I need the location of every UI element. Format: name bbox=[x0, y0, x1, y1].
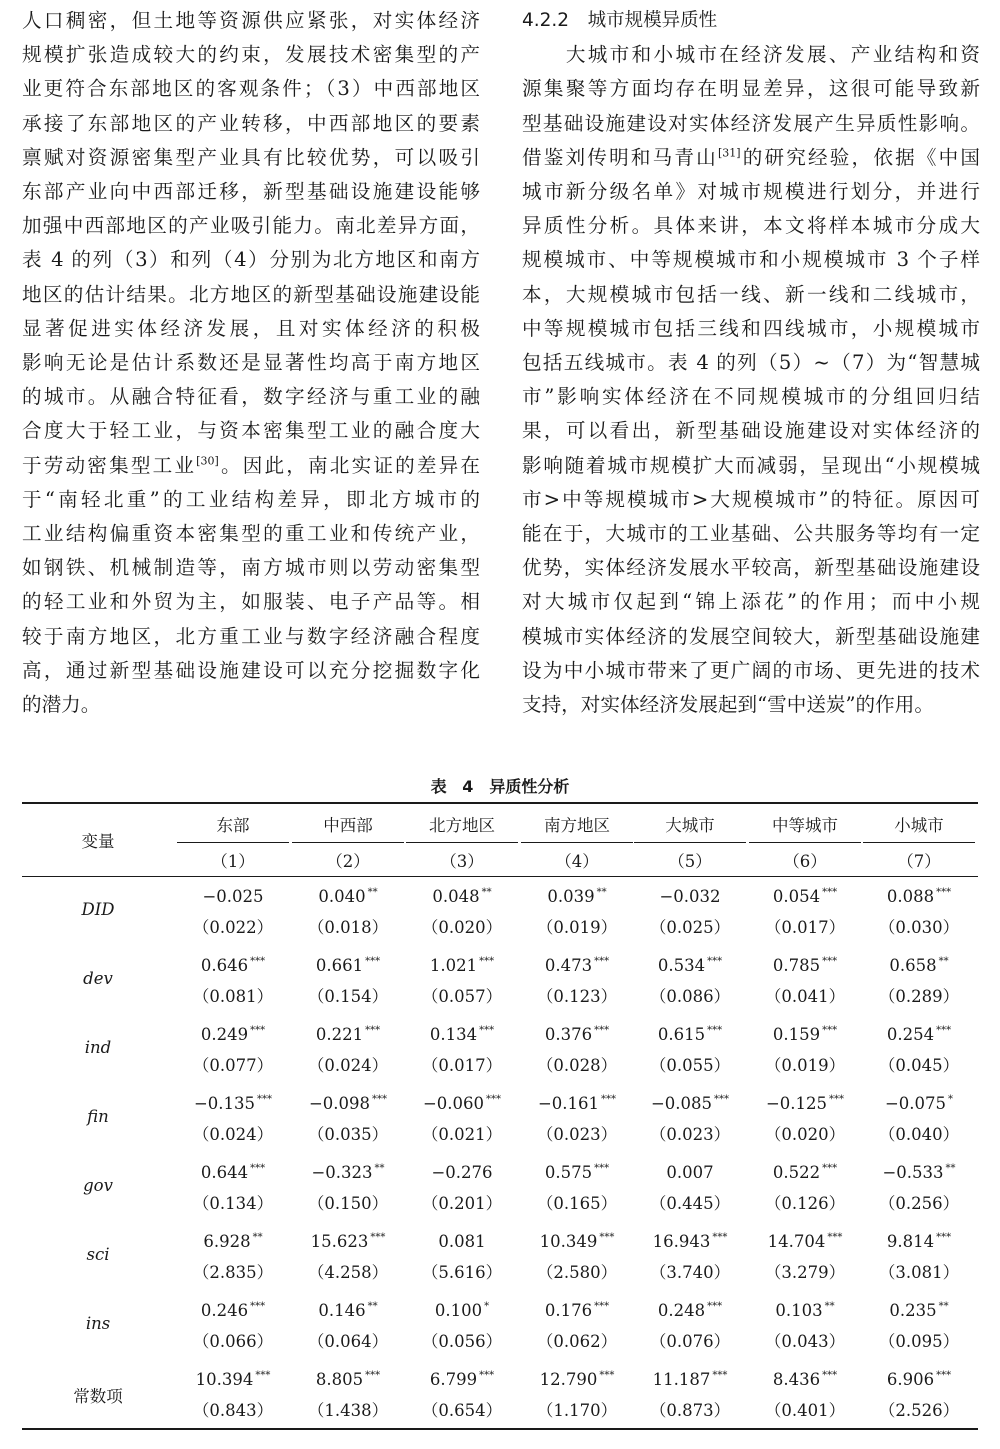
table-coefficient: 0.081 bbox=[438, 1232, 486, 1251]
significance-stars: ** bbox=[367, 887, 378, 898]
table-coefficient: −0.135 *** bbox=[193, 1094, 273, 1113]
column-header-underline bbox=[177, 842, 289, 843]
table-standard-error: （0.057） bbox=[421, 987, 503, 1006]
paragraph-line: 工业结构偏重资本密集型的重工业和传统产业， bbox=[22, 522, 480, 546]
table-standard-error: （0.873） bbox=[649, 1401, 731, 1420]
paragraph-line: 加强中西部地区的产业吸引能力。南北差异方面， bbox=[22, 214, 480, 238]
significance-stars: *** bbox=[250, 1163, 266, 1174]
significance-stars: ** bbox=[938, 1301, 949, 1312]
table-standard-error: （0.025） bbox=[649, 918, 731, 937]
table-standard-error: （0.024） bbox=[192, 1125, 274, 1144]
table-standard-error: （0.021） bbox=[421, 1125, 503, 1144]
significance-stars: ** bbox=[945, 1163, 956, 1174]
significance-stars: *** bbox=[257, 1094, 273, 1105]
table-standard-error: （0.017） bbox=[764, 918, 846, 937]
right-text-column bbox=[522, 4, 980, 722]
significance-stars: *** bbox=[714, 1094, 730, 1105]
table-coefficient: −0.032 bbox=[659, 887, 721, 906]
significance-stars: *** bbox=[479, 1370, 495, 1381]
table-coefficient: 0.522 *** bbox=[772, 1163, 838, 1182]
paragraph-line: 规模城市、中等规模城市和小规模城市 3 个子样 bbox=[522, 248, 980, 272]
table-coefficient: 0.615 *** bbox=[657, 1025, 723, 1044]
significance-stars: *** bbox=[594, 1025, 610, 1036]
paragraph-line: 设为中小城市带来了更广阔的市场、更先进的技术 bbox=[522, 658, 980, 682]
table-coefficient: 10.394 *** bbox=[195, 1370, 271, 1389]
paragraph-line: 显著促进实体经济发展，且对实体经济的积极 bbox=[22, 316, 480, 340]
significance-stars: *** bbox=[255, 1370, 271, 1381]
significance-stars: ** bbox=[367, 1301, 378, 1312]
table-standard-error: （3.081） bbox=[878, 1263, 960, 1282]
table-standard-error: （0.062） bbox=[536, 1332, 618, 1351]
table-coefficient: 0.246 *** bbox=[200, 1301, 266, 1320]
citation-ref: [30] bbox=[196, 454, 219, 468]
table-coefficient: −0.075 * bbox=[884, 1094, 954, 1113]
table-coefficient: −0.085 *** bbox=[650, 1094, 730, 1113]
significance-stars: *** bbox=[594, 1301, 610, 1312]
paragraph-line: 于“南轻北重”的工业结构差异，即北方城市的 bbox=[22, 487, 480, 511]
table-standard-error: （0.018） bbox=[307, 918, 389, 937]
table-standard-error: （2.526） bbox=[878, 1401, 960, 1420]
table-standard-error: （0.020） bbox=[421, 918, 503, 937]
table-standard-error: （5.616） bbox=[421, 1263, 503, 1282]
table-column-number: （1） bbox=[211, 852, 255, 871]
table-row-variable: ind bbox=[84, 1038, 112, 1057]
significance-stars: * bbox=[948, 1094, 954, 1105]
table-coefficient: 0.103 ** bbox=[775, 1301, 835, 1320]
column-header-underline bbox=[292, 842, 404, 843]
significance-stars: ** bbox=[481, 887, 492, 898]
significance-stars: * bbox=[484, 1301, 490, 1312]
significance-stars: *** bbox=[365, 1025, 381, 1036]
table-standard-error: （0.023） bbox=[536, 1125, 618, 1144]
citation-ref: [31] bbox=[717, 146, 741, 160]
paragraph-line: 影响随着城市规模扩大而减弱，呈现出“小规模城 bbox=[522, 453, 980, 477]
table-standard-error: （0.020） bbox=[764, 1125, 846, 1144]
paragraph-line: 合度大于轻工业，与资本密集型工业的融合度大 bbox=[22, 419, 480, 443]
table-standard-error: （0.201） bbox=[421, 1194, 503, 1213]
table-coefficient: −0.161 *** bbox=[537, 1094, 617, 1113]
table-standard-error: （1.170） bbox=[536, 1401, 618, 1420]
paragraph-line: 业更符合东部地区的客观条件；（3）中西部地区 bbox=[22, 77, 480, 101]
table-row-variable: sci bbox=[86, 1245, 110, 1264]
table-coefficient: 9.814 *** bbox=[886, 1232, 952, 1251]
significance-stars: *** bbox=[599, 1370, 615, 1381]
table-header-column: 南方地区 bbox=[544, 816, 610, 835]
table-row-variable: dev bbox=[83, 969, 113, 988]
table-coefficient: 8.805 *** bbox=[315, 1370, 381, 1389]
table-header-column: 大城市 bbox=[665, 816, 715, 835]
table-standard-error: （0.401） bbox=[764, 1401, 846, 1420]
table-coefficient: 6.928 ** bbox=[203, 1232, 263, 1251]
table-standard-error: （0.019） bbox=[536, 918, 618, 937]
table-coefficient: 0.221 *** bbox=[315, 1025, 381, 1044]
paragraph-line: 市>中等规模城市>大规模城市”的特征。原因可 bbox=[522, 487, 980, 511]
significance-stars: *** bbox=[707, 1025, 723, 1036]
table-standard-error: （0.086） bbox=[649, 987, 731, 1006]
significance-stars: *** bbox=[250, 1301, 266, 1312]
significance-stars: ** bbox=[938, 956, 949, 967]
significance-stars: *** bbox=[250, 1025, 266, 1036]
table-coefficient: 0.473 *** bbox=[544, 956, 610, 975]
significance-stars: *** bbox=[479, 1025, 495, 1036]
paragraph-line: 能在于，大城市的工业基础、公共服务等均有一定 bbox=[522, 522, 980, 546]
table-coefficient: 0.039 ** bbox=[547, 887, 607, 906]
table-row-variable: gov bbox=[83, 1176, 113, 1195]
table-coefficient: 10.349 *** bbox=[539, 1232, 615, 1251]
paragraph-line: 优势，实体经济发展水平较高，新型基础设施建设 bbox=[522, 556, 980, 580]
table-standard-error: （2.835） bbox=[192, 1263, 274, 1282]
table-coefficient: 0.254 *** bbox=[886, 1025, 952, 1044]
table-standard-error: （3.279） bbox=[764, 1263, 846, 1282]
table-row-variable: DID bbox=[81, 900, 115, 919]
table-coefficient: 0.040 ** bbox=[318, 887, 378, 906]
significance-stars: *** bbox=[601, 1094, 617, 1105]
paragraph-line: 如钢铁、机械制造等，南方城市则以劳动密集型 bbox=[22, 556, 480, 580]
table-standard-error: （0.064） bbox=[307, 1332, 389, 1351]
paragraph-line: 于劳动密集型工业[30]。因此，南北实证的差异在 bbox=[22, 453, 480, 477]
table-standard-error: （0.043） bbox=[764, 1332, 846, 1351]
significance-stars: *** bbox=[712, 1232, 728, 1243]
paragraph-line: 支持，对实体经济发展起到“雪中送炭”的作用。 bbox=[522, 693, 934, 717]
table-standard-error: （0.024） bbox=[307, 1056, 389, 1075]
paragraph-line: 高，通过新型基础设施建设可以充分挖掘数字化 bbox=[22, 658, 480, 682]
significance-stars: *** bbox=[829, 1094, 845, 1105]
paragraph-line: 影响无论是估计系数还是显著性均高于南方地区 bbox=[22, 351, 480, 375]
table-coefficient: −0.323 ** bbox=[311, 1163, 385, 1182]
table-coefficient: 0.146 ** bbox=[318, 1301, 378, 1320]
table-standard-error: （0.056） bbox=[421, 1332, 503, 1351]
paragraph-line: 禀赋对资源密集型产业具有比较优势，可以吸引 bbox=[22, 145, 480, 169]
table-column-number: （2） bbox=[326, 852, 370, 871]
table-standard-error: （0.095） bbox=[878, 1332, 960, 1351]
table-coefficient: 0.646 *** bbox=[200, 956, 266, 975]
table-standard-error: （0.445） bbox=[649, 1194, 731, 1213]
significance-stars: *** bbox=[370, 1232, 386, 1243]
paragraph-line: 大城市和小城市在经济发展、产业结构和资 bbox=[522, 43, 980, 67]
table-coefficient: 0.248 *** bbox=[657, 1301, 723, 1320]
paragraph-line: 市”影响实体经济在不同规模城市的分组回归结 bbox=[522, 385, 980, 409]
paragraph-line: 型基础设施建设对实体经济发展产生异质性影响。 bbox=[522, 111, 980, 135]
paragraph-line: 中等规模城市包括三线和四线城市，小规模城市 bbox=[522, 316, 980, 340]
paragraph-line: 模城市实体经济的发展空间较大，新型基础设施建 bbox=[522, 624, 980, 648]
paragraph-line: 的潜力。 bbox=[22, 693, 101, 717]
table-coefficient: 0.658 ** bbox=[889, 956, 949, 975]
table-standard-error: （0.843） bbox=[192, 1401, 274, 1420]
table-coefficient: 0.534 *** bbox=[657, 956, 723, 975]
paragraph-line: 对大城市仅起到“锦上添花”的作用；而中小规 bbox=[522, 590, 980, 614]
significance-stars: *** bbox=[250, 956, 266, 967]
table-standard-error: （0.150） bbox=[307, 1194, 389, 1213]
table-standard-error: （0.022） bbox=[192, 918, 274, 937]
table-header-column: 中西部 bbox=[323, 816, 373, 835]
significance-stars: ** bbox=[252, 1232, 263, 1243]
table-standard-error: （0.154） bbox=[307, 987, 389, 1006]
table-coefficient: 0.644 *** bbox=[200, 1163, 266, 1182]
table-coefficient: 11.187 *** bbox=[652, 1370, 728, 1389]
significance-stars: *** bbox=[936, 1025, 952, 1036]
table-coefficient: 12.790 *** bbox=[539, 1370, 615, 1389]
table-coefficient: 0.249 *** bbox=[200, 1025, 266, 1044]
significance-stars: *** bbox=[599, 1232, 615, 1243]
column-header-underline bbox=[406, 842, 518, 843]
table-header-column: 中等城市 bbox=[772, 816, 838, 835]
table-standard-error: （0.077） bbox=[192, 1056, 274, 1075]
table-coefficient: 0.054 *** bbox=[772, 887, 838, 906]
table-coefficient: 14.704 *** bbox=[767, 1232, 843, 1251]
table-standard-error: （0.019） bbox=[764, 1056, 846, 1075]
table-column-number: （4） bbox=[555, 852, 599, 871]
table-standard-error: （0.028） bbox=[536, 1056, 618, 1075]
significance-stars: *** bbox=[936, 1370, 952, 1381]
table-standard-error: （0.256） bbox=[878, 1194, 960, 1213]
table-row-variable: ins bbox=[85, 1314, 111, 1333]
table-column-number: （3） bbox=[440, 852, 484, 871]
section-heading: 4.2.2 城市规模异质性 bbox=[522, 10, 718, 31]
table-row-variable: 常数项 bbox=[73, 1387, 123, 1406]
paragraph-line: 的轻工业和外贸为主，如服装、电子产品等。相 bbox=[22, 590, 480, 614]
table-header-column: 东部 bbox=[216, 816, 250, 835]
left-text-column bbox=[22, 4, 480, 722]
table-coefficient: 0.575 *** bbox=[544, 1163, 610, 1182]
table-column-number: （6） bbox=[783, 852, 827, 871]
table-standard-error: （0.035） bbox=[307, 1125, 389, 1144]
table-coefficient: −0.276 bbox=[431, 1163, 493, 1182]
table-standard-error: （0.123） bbox=[536, 987, 618, 1006]
table-standard-error: （0.076） bbox=[649, 1332, 731, 1351]
paragraph-line: 表 4 的列（3）和列（4）分别为北方地区和南方 bbox=[22, 248, 480, 272]
significance-stars: *** bbox=[594, 1163, 610, 1174]
table-coefficient: 0.100 * bbox=[434, 1301, 490, 1320]
table-standard-error: （4.258） bbox=[307, 1263, 389, 1282]
paragraph-line: 的城市。从融合特征看，数字经济与重工业的融 bbox=[22, 385, 480, 409]
table-standard-error: （0.017） bbox=[421, 1056, 503, 1075]
table-coefficient: −0.098 *** bbox=[308, 1094, 388, 1113]
paragraph-line: 人口稠密，但土地等资源供应紧张，对实体经济 bbox=[22, 9, 480, 32]
table-standard-error: （0.081） bbox=[192, 987, 274, 1006]
significance-stars: *** bbox=[936, 1232, 952, 1243]
table-standard-error: （3.740） bbox=[649, 1263, 731, 1282]
table-coefficient: 0.235 ** bbox=[889, 1301, 949, 1320]
table-header-column: 北方地区 bbox=[429, 816, 495, 835]
significance-stars: *** bbox=[822, 1025, 838, 1036]
table-top-rule bbox=[22, 802, 978, 804]
significance-stars: *** bbox=[936, 887, 952, 898]
paragraph-line: 源集聚等方面均存在明显差异，这很可能导致新 bbox=[522, 77, 980, 101]
table-standard-error: （0.030） bbox=[878, 918, 960, 937]
table-coefficient: 0.176 *** bbox=[544, 1301, 610, 1320]
paragraph-line: 规模扩张造成较大的约束，发展技术密集型的产 bbox=[22, 43, 480, 67]
column-header-underline bbox=[863, 842, 975, 843]
significance-stars: *** bbox=[594, 956, 610, 967]
paragraph-line: 城市新分级名单》对城市规模进行划分，并进行 bbox=[522, 180, 980, 204]
significance-stars: *** bbox=[707, 956, 723, 967]
significance-stars: *** bbox=[822, 1370, 838, 1381]
table-header-variable: 变量 bbox=[81, 832, 115, 851]
table-coefficient: 0.785 *** bbox=[772, 956, 838, 975]
table-coefficient: −0.025 bbox=[202, 887, 264, 906]
significance-stars: *** bbox=[479, 956, 495, 967]
paragraph-line: 借鉴刘传明和马青山[31]的研究经验，依据《中国 bbox=[522, 145, 980, 169]
table-standard-error: （1.438） bbox=[307, 1401, 389, 1420]
table-standard-error: （0.023） bbox=[649, 1125, 731, 1144]
table-standard-error: （0.045） bbox=[878, 1056, 960, 1075]
paragraph-line: 地区的估计结果。北方地区的新型基础设施建设能 bbox=[22, 282, 480, 306]
table-column-number: （7） bbox=[897, 852, 941, 871]
significance-stars: *** bbox=[712, 1370, 728, 1381]
table-standard-error: （2.580） bbox=[536, 1263, 618, 1282]
table-coefficient: 15.623 *** bbox=[310, 1232, 386, 1251]
table-coefficient: 8.436 *** bbox=[772, 1370, 838, 1389]
table-coefficient: 0.661 *** bbox=[315, 956, 381, 975]
paragraph-line: 包括五线城市。表 4 的列（5）~（7）为“智慧城 bbox=[522, 351, 980, 375]
significance-stars: *** bbox=[707, 1301, 723, 1312]
table-standard-error: （0.134） bbox=[192, 1194, 274, 1213]
table-coefficient: −0.060 *** bbox=[422, 1094, 502, 1113]
table-coefficient: 0.048 ** bbox=[432, 887, 492, 906]
column-header-underline bbox=[521, 842, 633, 843]
table-coefficient: 6.799 *** bbox=[429, 1370, 495, 1389]
paragraph-line: 较于南方地区，北方重工业与数字经济融合程度 bbox=[22, 624, 480, 648]
table-bottom-rule bbox=[22, 1428, 978, 1430]
table-coefficient: 1.021 *** bbox=[429, 956, 495, 975]
table-standard-error: （0.066） bbox=[192, 1332, 274, 1351]
significance-stars: *** bbox=[365, 1370, 381, 1381]
table-coefficient: 0.088 *** bbox=[886, 887, 952, 906]
table-standard-error: （0.289） bbox=[878, 987, 960, 1006]
table-column-number: （5） bbox=[668, 852, 712, 871]
paragraph-line: 东部产业向中西部迁移，新型基础设施建设能够 bbox=[22, 180, 480, 204]
table-header-rule bbox=[22, 876, 978, 877]
table-standard-error: （0.126） bbox=[764, 1194, 846, 1213]
significance-stars: *** bbox=[822, 1163, 838, 1174]
column-header-underline bbox=[749, 842, 861, 843]
significance-stars: *** bbox=[822, 887, 838, 898]
table-standard-error: （0.041） bbox=[764, 987, 846, 1006]
table-header-column: 小城市 bbox=[894, 816, 944, 835]
paragraph-line: 本，大规模城市包括一线、新一线和二线城市， bbox=[522, 282, 980, 306]
significance-stars: ** bbox=[374, 1163, 385, 1174]
table-standard-error: （0.654） bbox=[421, 1401, 503, 1420]
table-coefficient: −0.125 *** bbox=[765, 1094, 845, 1113]
table-standard-error: （0.165） bbox=[536, 1194, 618, 1213]
paragraph-line: 果，可以看出，新型基础设施建设对实体经济的 bbox=[522, 419, 980, 443]
table-coefficient: 0.376 *** bbox=[544, 1025, 610, 1044]
significance-stars: *** bbox=[486, 1094, 502, 1105]
table-standard-error: （0.040） bbox=[878, 1125, 960, 1144]
table-coefficient: 16.943 *** bbox=[652, 1232, 728, 1251]
significance-stars: *** bbox=[372, 1094, 388, 1105]
table-coefficient: 0.159 *** bbox=[772, 1025, 838, 1044]
significance-stars: *** bbox=[822, 956, 838, 967]
table-coefficient: 0.007 bbox=[666, 1163, 714, 1182]
table-coefficient: −0.533 ** bbox=[882, 1163, 956, 1182]
table-coefficient: 6.906 *** bbox=[886, 1370, 952, 1389]
significance-stars: *** bbox=[827, 1232, 843, 1243]
paragraph-line: 异质性分析。具体来讲，本文将样本城市分成大 bbox=[522, 214, 980, 238]
column-header-underline bbox=[634, 842, 746, 843]
table-coefficient: 0.134 *** bbox=[429, 1025, 495, 1044]
paragraph-line: 承接了东部地区的产业转移，中西部地区的要素 bbox=[22, 111, 480, 135]
table-standard-error: （0.055） bbox=[649, 1056, 731, 1075]
table-caption: 表 4 异质性分析 bbox=[430, 777, 570, 796]
significance-stars: ** bbox=[596, 887, 607, 898]
significance-stars: *** bbox=[365, 956, 381, 967]
table-row-variable: fin bbox=[87, 1107, 109, 1126]
significance-stars: ** bbox=[824, 1301, 835, 1312]
